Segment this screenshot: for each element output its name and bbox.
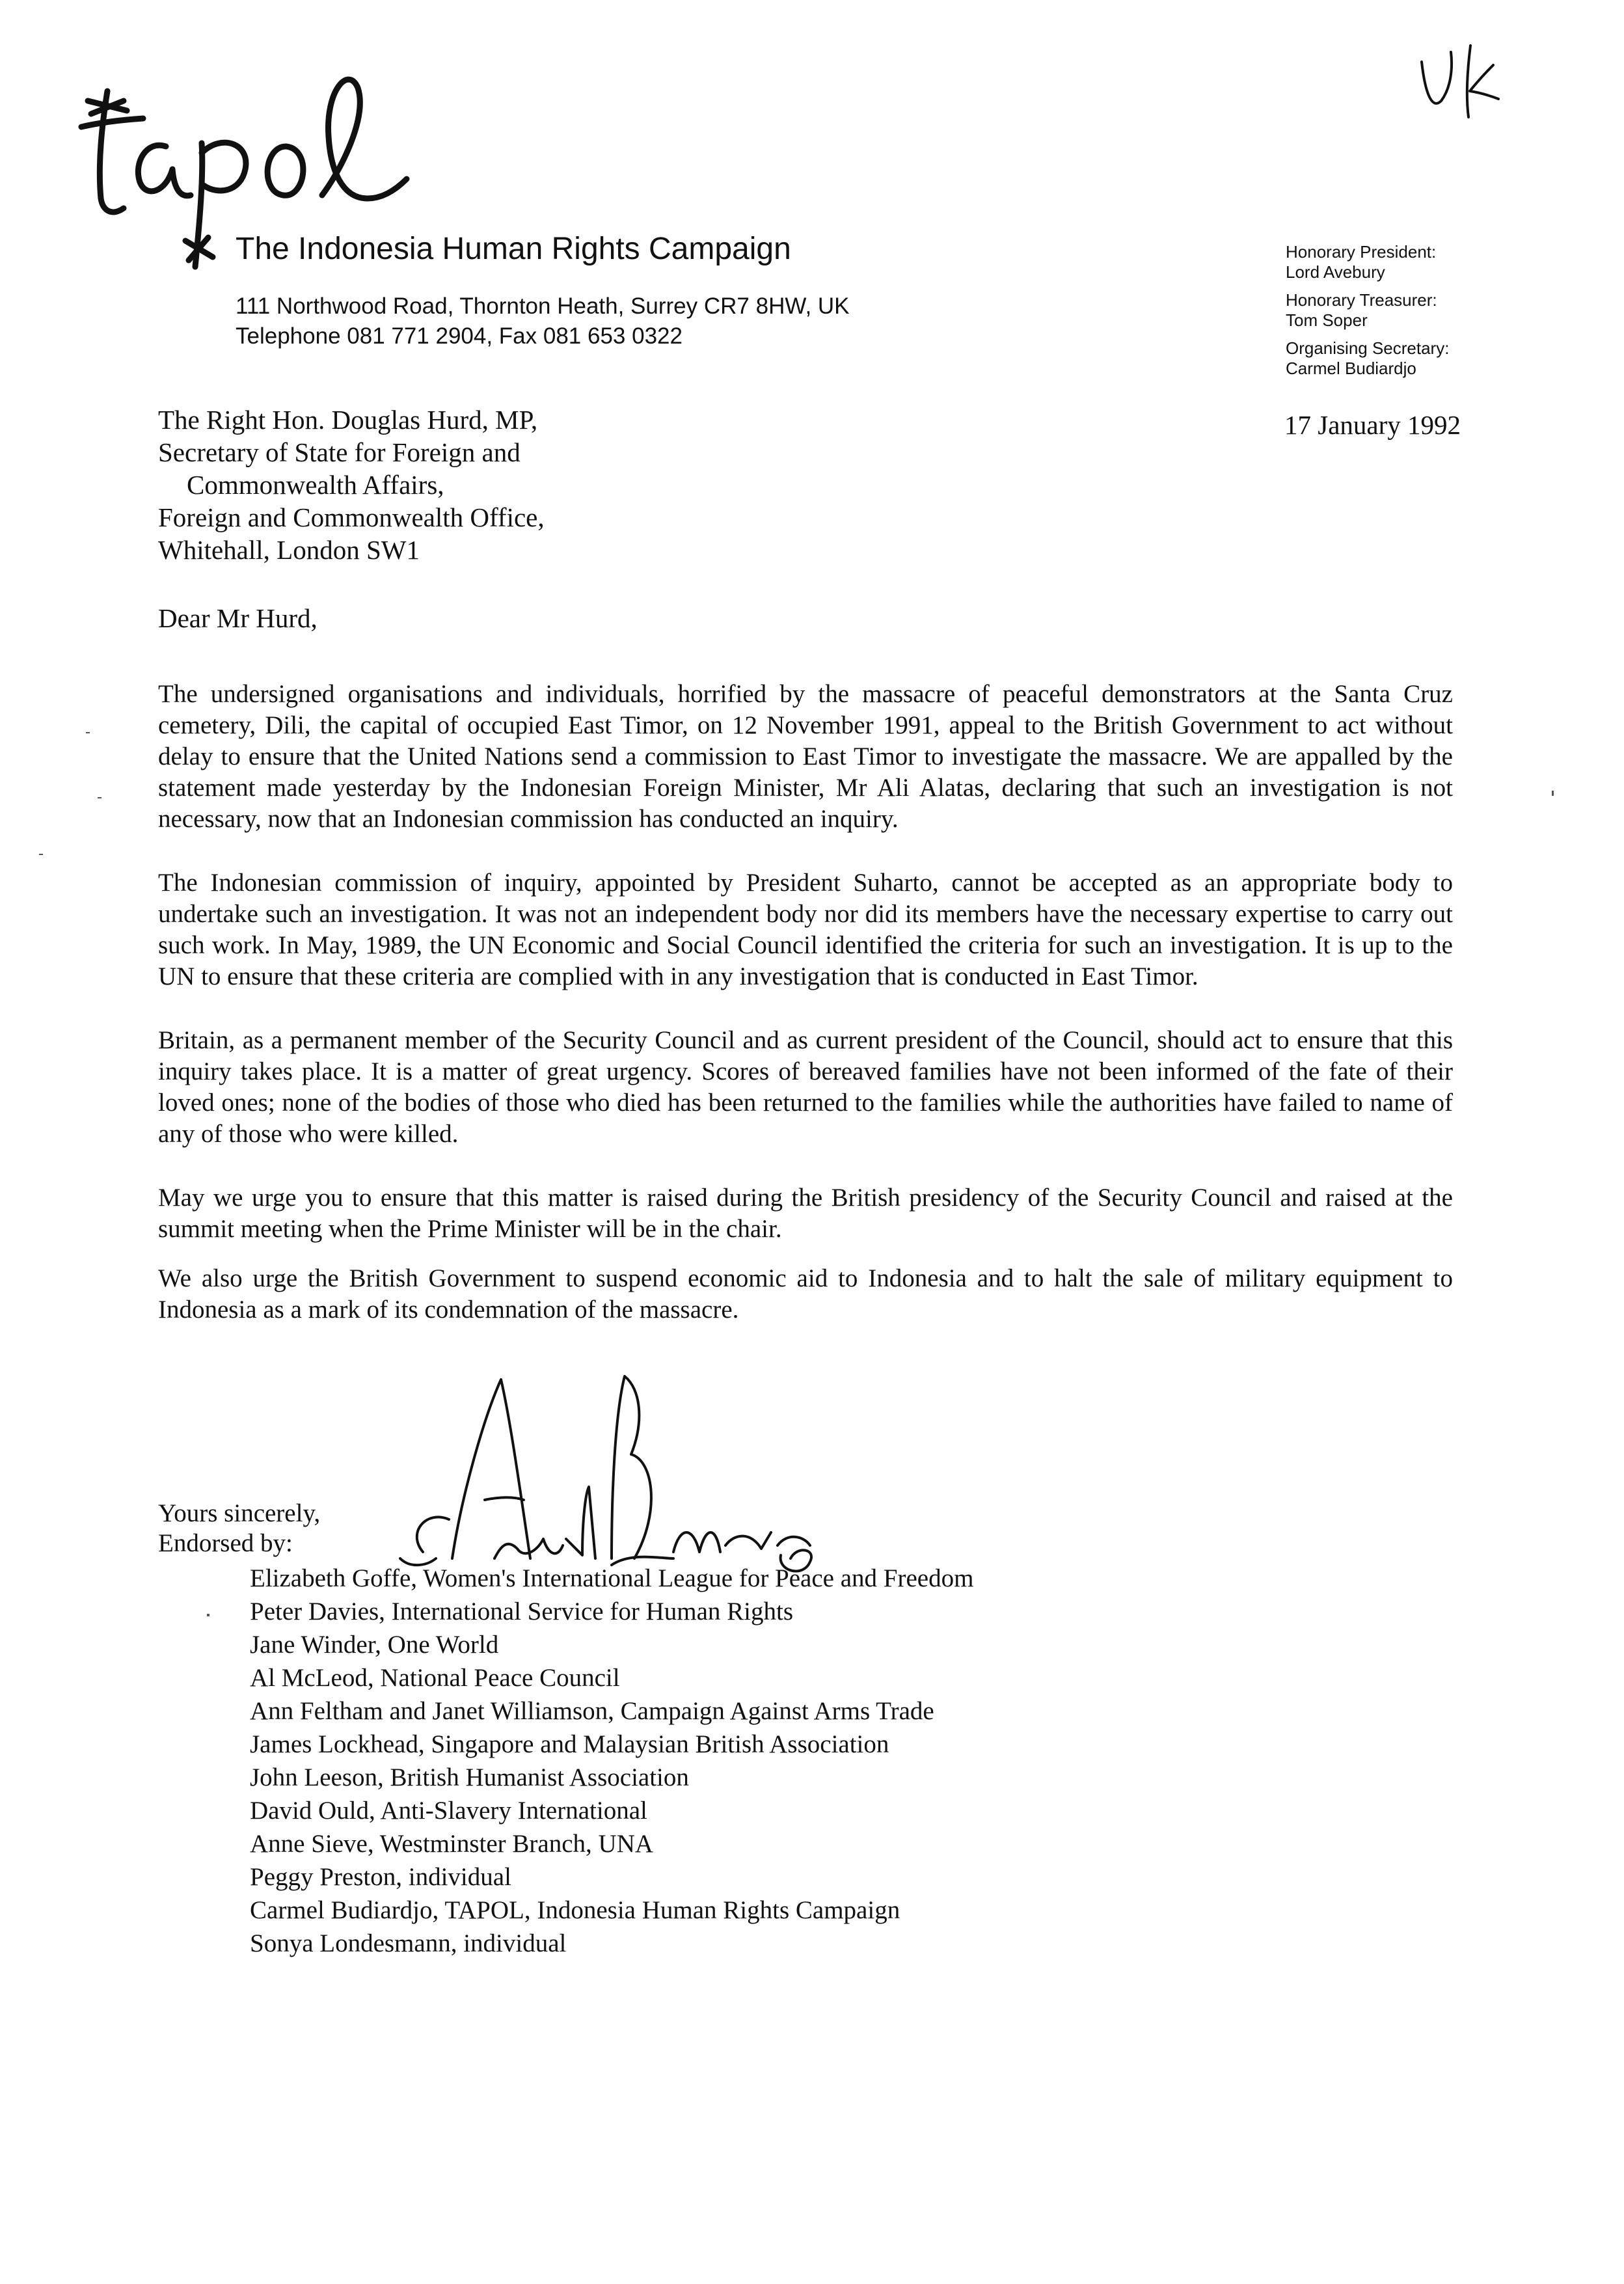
salutation: Dear Mr Hurd, — [158, 603, 318, 633]
recipient-line: Whitehall, London SW1 — [158, 535, 420, 565]
scan-speck — [207, 1614, 210, 1616]
organisation-name: The Indonesia Human Rights Campaign — [236, 232, 791, 266]
endorsed-by-label: Endorsed by: — [158, 1529, 293, 1557]
recipient-address — [158, 403, 545, 566]
body-paragraph: The undersigned organisations and individuals, horrified by the massacre of peaceful demonstrators at the Santa Cruz cemetery, Dili, the capital of occupied East Timor, on 12 November 1991, appeal to the British Government to act without delay to ensure that the United Nations send a commission to East Timor to investigate the massacre. We are appalled by the statement made yesterday by the Indonesian Foreign Minister, Mr Ali Alatas, declaring that such an investigation is not necessary, now that an Indonesian commission has conducted an inquiry. — [158, 680, 1453, 833]
organisation-telephone: Telephone 081 771 2904, Fax 081 653 0322 — [236, 323, 683, 349]
endorser-item: James Lockhead, Singapore and Malaysian British Association — [250, 1730, 889, 1758]
officer-role: Honorary President: — [1286, 242, 1437, 262]
endorser-item: Peggy Preston, individual — [250, 1863, 511, 1891]
endorser-item: Carmel Budiardjo, TAPOL, Indonesia Human Rights Campaign — [250, 1896, 900, 1924]
scan-speck — [98, 797, 102, 798]
endorser-item: Al McLeod, National Peace Council — [250, 1664, 620, 1692]
letter-date: 17 January 1992 — [1284, 410, 1461, 440]
endorser-item: Elizabeth Goffe, Women's International League for Peace and Freedom — [250, 1564, 974, 1592]
endorser-item: Anne Sieve, Westminster Branch, UNA — [250, 1830, 654, 1858]
body-paragraph: Britain, as a permanent member of the Security Council and as current president of the Council, should act to ensure that this inquiry takes place. It is a matter of great urgency. Scores of bereaved families have not been informed of the fate of their loved ones; none of the bodies of those who died has been returned to the families while the authorities have failed to name of any of those who were killed. — [158, 1026, 1453, 1148]
body-paragraph: May we urge you to ensure that this matter is raised during the British presidency of the Security Council and raised at the summit meeting when the Prime Minister will be in the chair. — [158, 1184, 1453, 1243]
scan-speck — [39, 854, 43, 855]
closing-phrase: Yours sincerely, — [158, 1499, 321, 1527]
scan-speck — [86, 732, 90, 733]
recipient-line: Commonwealth Affairs, — [187, 470, 444, 500]
scan-speck — [1552, 791, 1554, 796]
closing-block — [158, 1499, 320, 1558]
endorser-item: John Leeson, British Humanist Association — [250, 1763, 689, 1791]
endorsers-list — [250, 1562, 973, 1960]
officer-name: Carmel Budiardjo — [1286, 359, 1416, 378]
officer-role: Honorary Treasurer: — [1286, 290, 1437, 310]
handwritten-uk-mark — [1415, 39, 1506, 124]
officer-name: Tom Soper — [1286, 310, 1368, 330]
recipient-line: Foreign and Commonwealth Office, — [158, 502, 545, 532]
recipient-line: Secretary of State for Foreign and — [158, 437, 521, 467]
endorser-item: Ann Feltham and Janet Williamson, Campaign Against Arms Trade — [250, 1697, 934, 1725]
recipient-line: The Right Hon. Douglas Hurd, MP, — [158, 405, 538, 435]
endorser-item: David Ould, Anti-Slavery International — [250, 1797, 647, 1825]
officer-role: Organising Secretary: — [1286, 338, 1450, 358]
officers-list — [1286, 242, 1559, 379]
body-paragraph: The Indonesian commission of inquiry, appointed by President Suharto, cannot be accepted as an appropriate body to undertake such an investigation. It was not an independent body nor did its members have the necessary expertise to carry out such work. In May, 1989, the UN Economic and Social Council identified the criteria for such an investigation. It is up to the UN to ensure that these criteria are complied with in any investigation that is conducted in East Timor. — [158, 869, 1453, 990]
endorser-item: Peter Davies, International Service for Human Rights — [250, 1597, 794, 1625]
officer-name: Lord Avebury — [1286, 262, 1385, 282]
endorser-item: Jane Winder, One World — [250, 1631, 499, 1659]
endorser-item: Sonya Londesmann, individual — [250, 1929, 567, 1957]
letter-body — [158, 679, 1453, 1358]
body-paragraph: We also urge the British Government to suspend economic aid to Indonesia and to halt the sale of military equipment to Indonesia as a mark of its condemnation of the massacre. — [158, 1264, 1453, 1324]
organisation-address: 111 Northwood Road, Thornton Heath, Surrey CR7 8HW, UK — [236, 293, 850, 319]
